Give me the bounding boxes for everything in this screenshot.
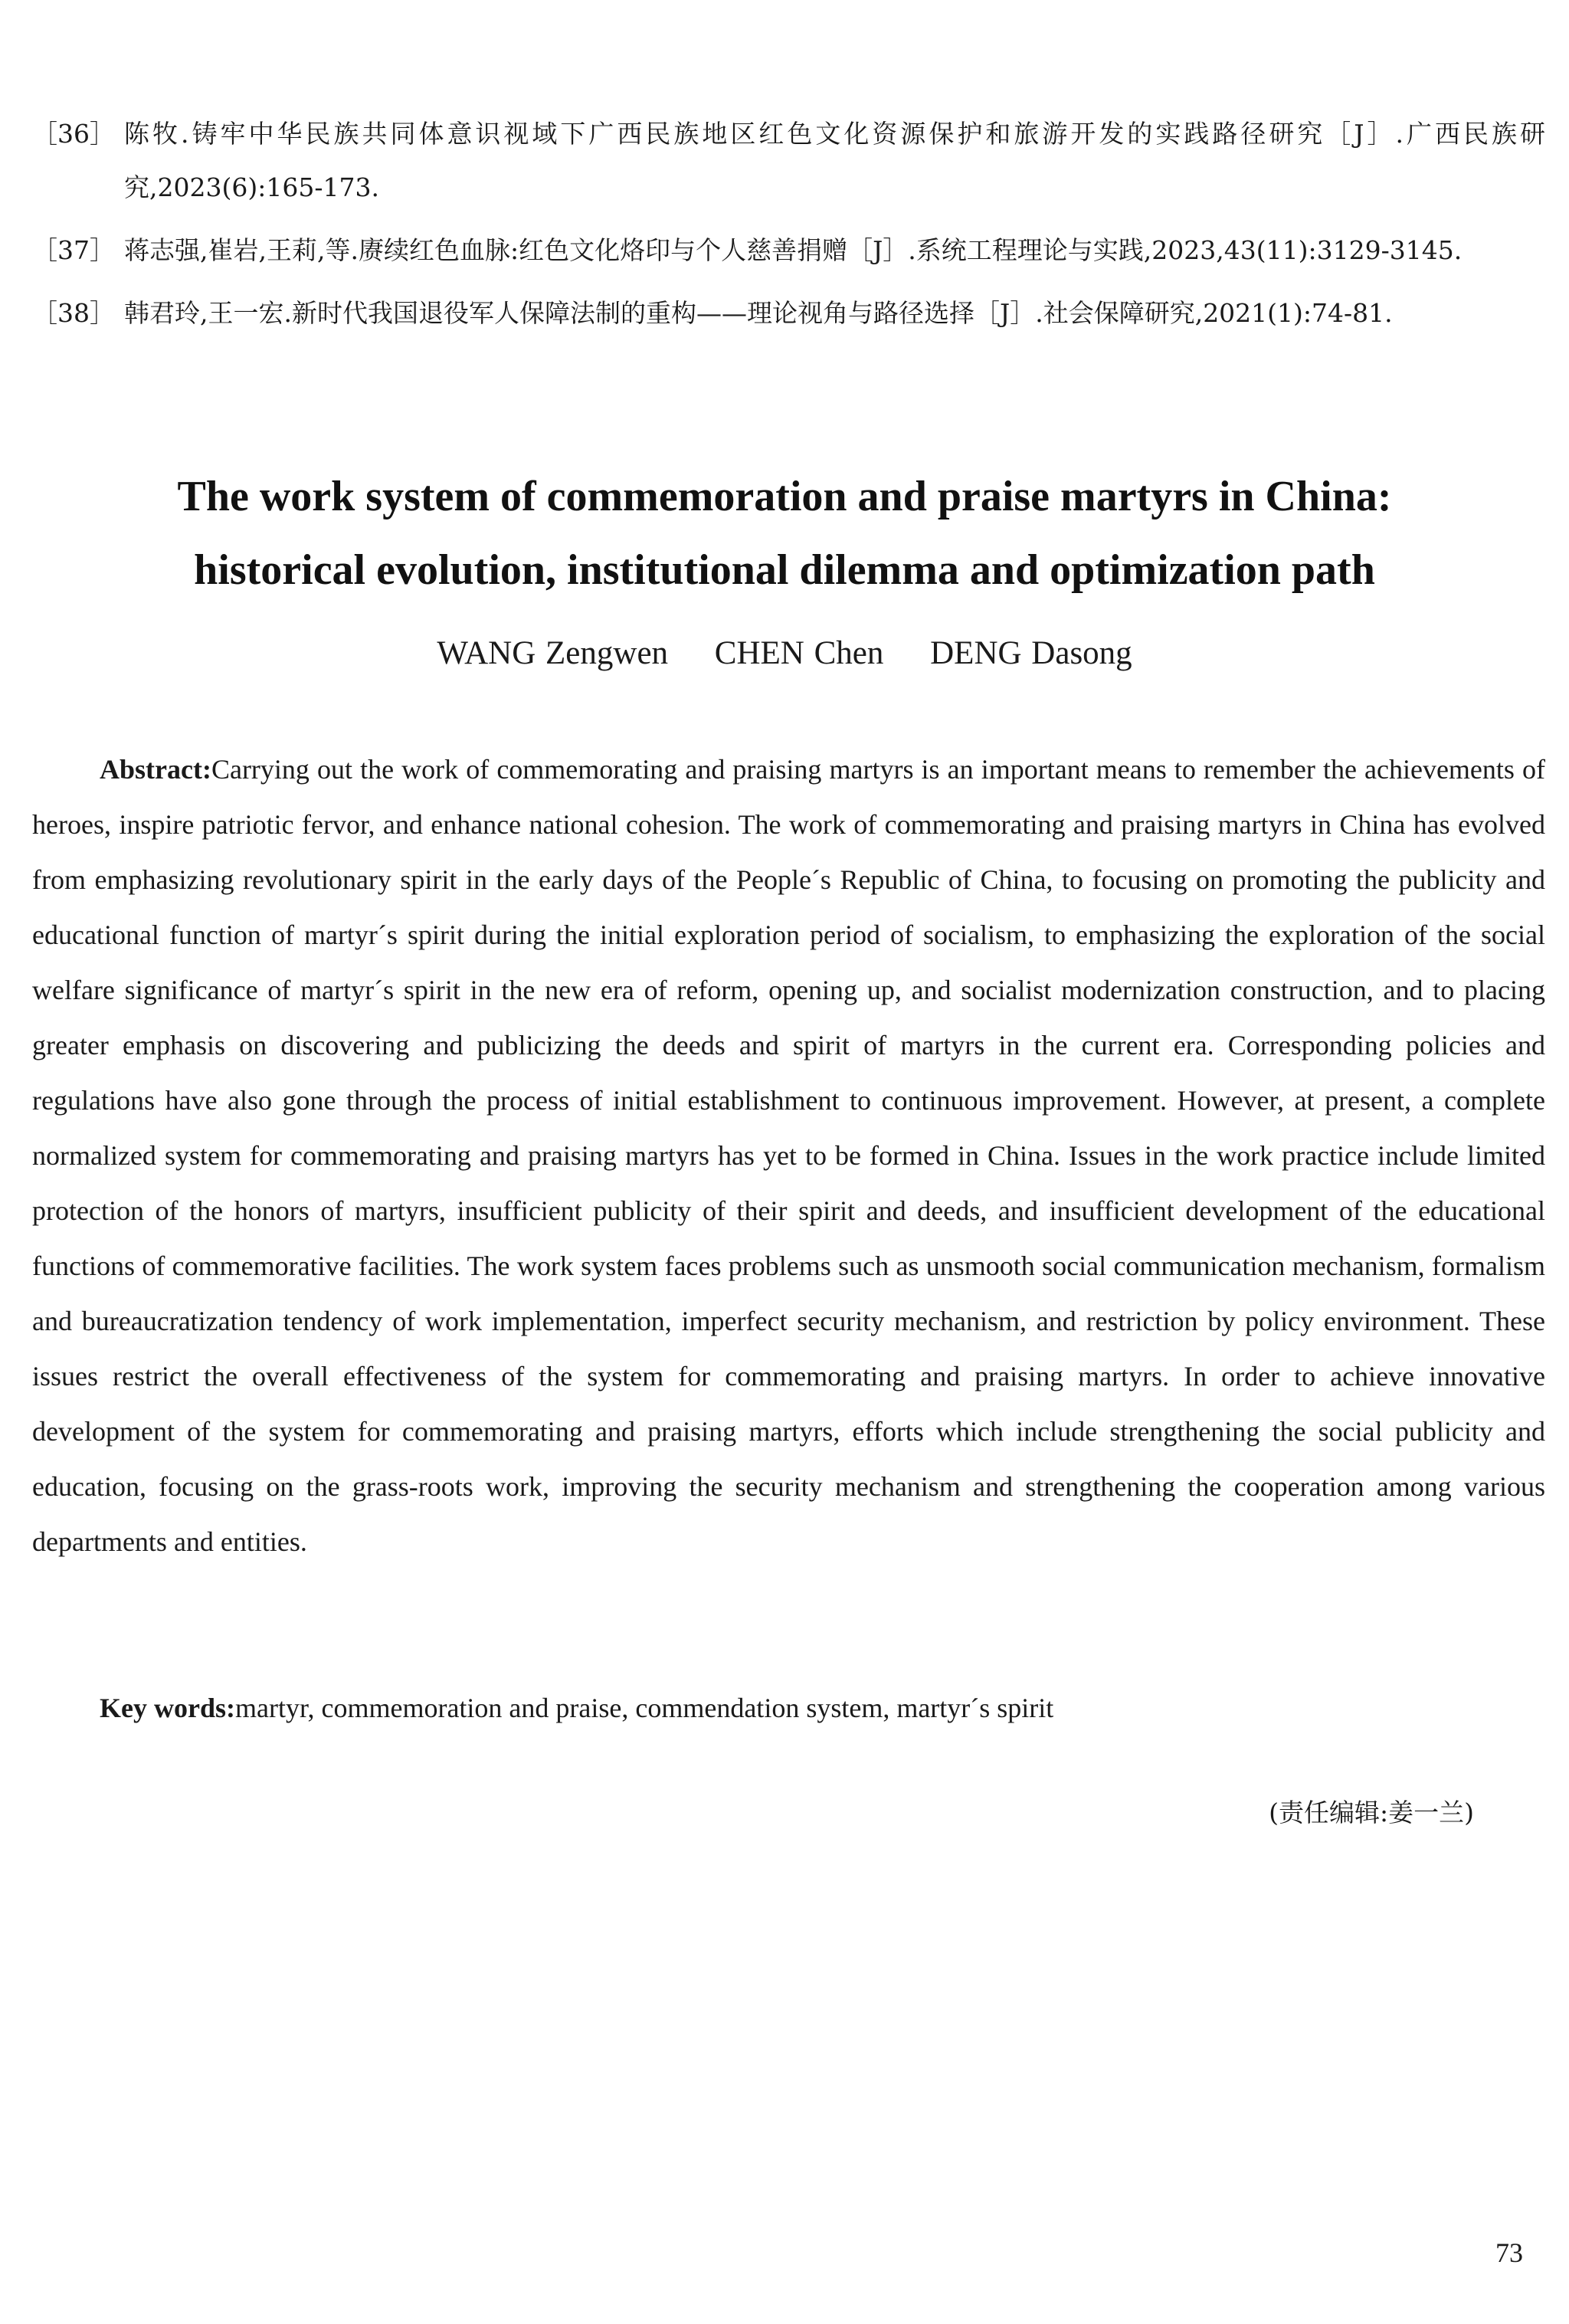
abstract-label: Abstract:: [100, 754, 211, 785]
reference-item: [32, 224, 1545, 277]
abstract: [32, 742, 1545, 1569]
reference-number: ［38］: [32, 298, 115, 328]
reference-text: 陈牧.铸牢中华民族共同体意识视域下广西民族地区红色文化资源保护和旅游开发的实践路径研究［J］.广西民族研究,2023(6):165-173.: [124, 119, 1545, 202]
keywords: [32, 1680, 1545, 1736]
english-title: [0, 460, 1569, 607]
author-list: [0, 627, 1569, 680]
title-line-2: historical evolution, institutional dilemma and optimization path: [194, 546, 1375, 594]
reference-item: [32, 107, 1545, 215]
responsible-editor: (责任编辑:姜一兰): [1269, 1798, 1474, 1827]
title-line-1: The work system of commemoration and praise martyrs in China:: [177, 473, 1392, 520]
keywords-label: Key words:: [100, 1693, 235, 1723]
author-name: WANG Zengwen: [437, 635, 669, 671]
page-number: 73: [1495, 2237, 1523, 2268]
abstract-text: Carrying out the work of commemorating and praising martyrs is an important means to remember the achievements of heroes, inspire patriotic fervor, and enhance national cohesion. The work of commemorating and praising martyrs in China has evolved from emphasizing revolutionary spirit in the early days of the People´s Republic of China, to focusing on promoting the publicity and educational function of martyr´s spirit during the initial exploration period of socialism, to emphasizing the exploration of the social welfare significance of martyr´s spirit in the new era of reform, opening up, and socialist modernization construction, and to placing greater emphasis on discovering and publicizing the deeds and spirit of martyrs in the current era. Corresponding policies and regulations have also gone through the process of initial establishment to continuous improvement. However, at present, a complete normalized system for commemorating and praising martyrs has yet to be formed in China. Issues in the work practice include limited protection of the honors of martyrs, insufficient publicity of their spirit and deeds, and insufficient development of the educational functions of commemorative facilities. The work system faces problems such as unsmooth social communication mechanism, formalism and bureaucratization tendency of work implementation, imperfect security mechanism, and restriction by policy environment. These issues restrict the overall effectiveness of the system for commemorating and praising martyrs. In order to achieve innovative development of the system for commemorating and praising martyrs, efforts which include strengthening the social publicity and education, focusing on the grass-roots work, improving the security mechanism and strengthening the cooperation among various departments and entities.: [32, 754, 1545, 1557]
author-name: CHEN Chen: [714, 635, 884, 671]
reference-number: ［37］: [32, 235, 115, 265]
keywords-text: martyr, commemoration and praise, commendation system, martyr´s spirit: [234, 1693, 1054, 1723]
author-name: DENG Dasong: [930, 635, 1132, 671]
reference-number: ［36］: [32, 119, 115, 149]
reference-text: 蒋志强,崔岩,王莉,等.赓续红色血脉:红色文化烙印与个人慈善捐赠［J］.系统工程理论与实践,2023,43(11):3129-3145.: [124, 235, 1463, 265]
reference-text: 韩君玲,王一宏.新时代我国退役军人保障法制的重构——理论视角与路径选择［J］.社会保障研究,2021(1):74-81.: [124, 298, 1393, 328]
reference-item: [32, 287, 1545, 340]
reference-list: [32, 107, 1545, 349]
